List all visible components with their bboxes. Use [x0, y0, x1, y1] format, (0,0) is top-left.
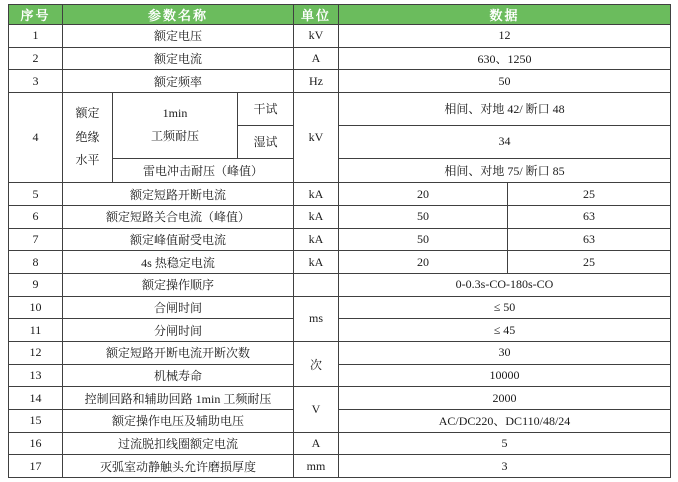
data-cell-right: 25: [508, 183, 671, 206]
param-name-cell: 额定电流: [63, 47, 294, 70]
table-row: [9, 296, 671, 319]
param-name-cell: 额定短路关合电流（峰值）: [63, 205, 294, 228]
row-index-cell: 2: [9, 47, 63, 70]
data-cell-right: 25: [508, 251, 671, 274]
power-freq-withstand-label: [113, 92, 238, 158]
insulation-group-label: [63, 92, 113, 182]
data-cell: 3: [339, 455, 671, 478]
table-row: [9, 341, 671, 364]
unit-cell: kV: [294, 92, 339, 182]
data-cell-left: 50: [339, 228, 508, 251]
data-cell: 34: [339, 125, 671, 158]
row-index-cell: 6: [9, 205, 63, 228]
table-row: [9, 25, 671, 48]
table-row: [9, 455, 671, 478]
unit-cell: A: [294, 432, 339, 455]
header-data: 数据: [339, 5, 671, 25]
row-index-cell: 16: [9, 432, 63, 455]
dry-test-label: 干试: [238, 92, 294, 125]
row-index-cell: 1: [9, 25, 63, 48]
unit-cell: Hz: [294, 70, 339, 93]
unit-cell: kA: [294, 183, 339, 206]
header-row: [9, 5, 671, 25]
param-name-cell: 灭弧室动静触头允许磨损厚度: [63, 455, 294, 478]
unit-cell: A: [294, 47, 339, 70]
param-name-cell: 额定短路开断电流: [63, 183, 294, 206]
unit-cell: kV: [294, 25, 339, 48]
table-row: [9, 70, 671, 93]
row-index-cell: 14: [9, 387, 63, 410]
row-index-cell: 10: [9, 296, 63, 319]
data-cell: 10000: [339, 364, 671, 387]
table-row: [9, 432, 671, 455]
unit-cell: [294, 273, 339, 296]
table-row: [9, 364, 671, 387]
unit-cell: mm: [294, 455, 339, 478]
data-cell-left: 20: [339, 183, 508, 206]
data-cell: ≤ 50: [339, 296, 671, 319]
param-name-cell: 机械寿命: [63, 364, 294, 387]
data-cell-left: 20: [339, 251, 508, 274]
row-index-cell: 8: [9, 251, 63, 274]
data-cell: 相间、对地 42/ 断口 48: [339, 92, 671, 125]
data-cell: 5: [339, 432, 671, 455]
table-row: [9, 319, 671, 342]
power-freq-withstand-line: 1min: [162, 105, 188, 120]
data-cell: 12: [339, 25, 671, 48]
data-cell: AC/DC220、DC110/48/24: [339, 409, 671, 432]
param-name-cell: 分闸时间: [63, 319, 294, 342]
param-name-cell: 额定操作电压及辅助电压: [63, 409, 294, 432]
spec-table: [8, 4, 671, 478]
row-index-cell: 13: [9, 364, 63, 387]
unit-cell: kA: [294, 205, 339, 228]
param-name-cell: 控制回路和辅助回路 1min 工频耐压: [63, 387, 294, 410]
data-cell: 2000: [339, 387, 671, 410]
lightning-impulse-label: 雷电冲击耐压（峰值）: [113, 158, 294, 183]
row-index-cell: 15: [9, 409, 63, 432]
param-name-cell: 过流脱扣线圈额定电流: [63, 432, 294, 455]
row-index-cell: 3: [9, 70, 63, 93]
param-name-cell: 额定电压: [63, 25, 294, 48]
insulation-group-line: 水平: [75, 153, 100, 168]
row-index-cell: 17: [9, 455, 63, 478]
unit-cell: kA: [294, 251, 339, 274]
param-name-cell: 额定峰值耐受电流: [63, 228, 294, 251]
data-cell-right: 63: [508, 205, 671, 228]
header-param-name: 参数名称: [63, 5, 294, 25]
data-cell: 0-0.3s-CO-180s-CO: [339, 273, 671, 296]
insulation-group-line: 绝缘: [75, 129, 100, 144]
table-row: [9, 47, 671, 70]
unit-cell: V: [294, 387, 339, 432]
header-unit: 单位: [294, 5, 339, 25]
row-index-cell: 12: [9, 341, 63, 364]
header-index: 序号: [9, 5, 63, 25]
row-index-cell: 11: [9, 319, 63, 342]
data-cell: 30: [339, 341, 671, 364]
data-cell: ≤ 45: [339, 319, 671, 342]
param-name-cell: 额定操作顺序: [63, 273, 294, 296]
data-cell: 630、1250: [339, 47, 671, 70]
table-row: [9, 387, 671, 410]
table-row: [9, 228, 671, 251]
row-index-cell: 4: [9, 92, 63, 182]
table-row: [9, 183, 671, 206]
unit-cell: kA: [294, 228, 339, 251]
table-row: [9, 205, 671, 228]
param-name-cell: 额定频率: [63, 70, 294, 93]
table-row: [9, 273, 671, 296]
data-cell-left: 50: [339, 205, 508, 228]
param-name-cell: 额定短路开断电流开断次数: [63, 341, 294, 364]
param-name-cell: 4s 热稳定电流: [63, 251, 294, 274]
param-name-cell: 合闸时间: [63, 296, 294, 319]
data-cell: 50: [339, 70, 671, 93]
table-row: [9, 251, 671, 274]
table-row: [9, 92, 671, 125]
wet-test-label: 湿试: [238, 125, 294, 158]
data-cell-right: 63: [508, 228, 671, 251]
insulation-group-line: 额定: [75, 106, 100, 121]
unit-cell: ms: [294, 296, 339, 341]
row-index-cell: 9: [9, 273, 63, 296]
data-cell: 相间、对地 75/ 断口 85: [339, 158, 671, 183]
table-row: [9, 409, 671, 432]
power-freq-withstand-line: 工频耐压: [150, 129, 199, 144]
row-index-cell: 5: [9, 183, 63, 206]
unit-cell: 次: [294, 341, 339, 386]
row-index-cell: 7: [9, 228, 63, 251]
